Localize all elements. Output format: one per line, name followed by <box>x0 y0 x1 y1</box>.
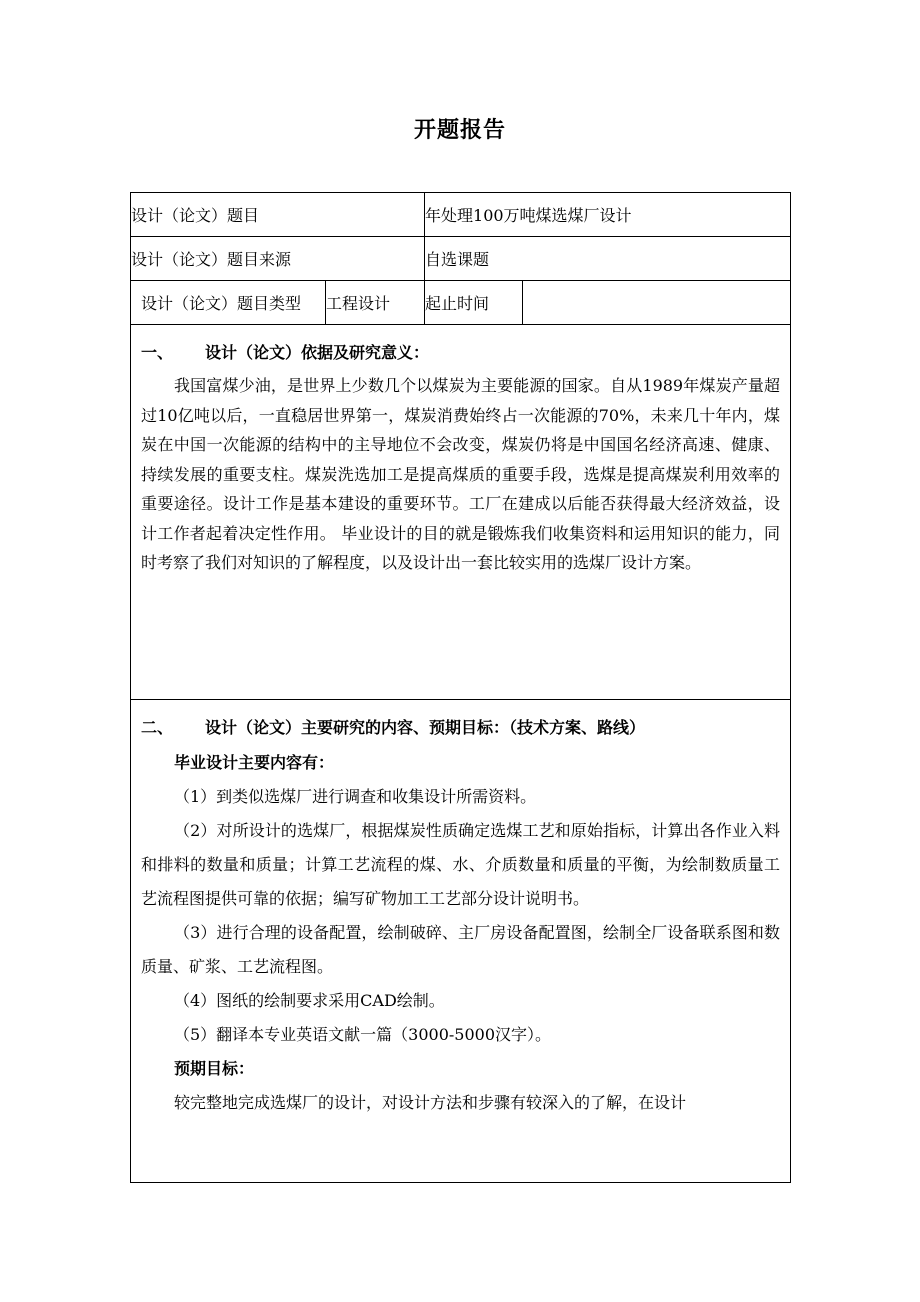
time-label: 起止时间 <box>425 281 523 325</box>
section1-body: 我国富煤少油，是世界上少数几个以煤炭为主要能源的国家。自从1989年煤炭产量超过10亿吨以后，一直稳居世界第一，煤炭消费始终占一次能源的70%，未来几十年内，煤炭在中国一次能源的结构中的主导地位不会改变，煤炭仍将是中国国名经济高速、健康、持续发展的重要支柱。煤炭洗选加工是提高煤质的重要手段，选煤是提高煤炭利用效率的重要途径。设计工作是基本建设的重要环节。工厂在建成以后能否获得最大经济效益，设计工作者起着决定性作用。 毕业设计的目的就是锻炼我们收集资料和运用知识的能力，同时考察了我们对知识的了解程度，以及设计出一套比较实用的选煤厂设计方案。 <box>141 376 781 572</box>
source-row <box>131 237 791 281</box>
section1-heading-text: 设计（论文）依据及研究意义： <box>205 343 430 362</box>
section1-heading <box>131 325 790 365</box>
section2-heading <box>131 700 790 740</box>
source-value: 自选课题 <box>425 237 791 281</box>
type-row <box>131 281 791 325</box>
section1-row <box>131 325 791 700</box>
type-value: 工程设计 <box>326 281 425 325</box>
section2-heading-text: 设计（论文）主要研究的内容、预期目标：（技术方案、路线） <box>205 718 646 737</box>
section1-number: 一、 <box>141 343 174 362</box>
topic-row <box>131 193 791 237</box>
section2-number: 二、 <box>141 718 174 737</box>
time-value <box>523 281 791 325</box>
section1-cell <box>131 325 791 700</box>
content-item-3: （3）进行合理的设备配置，绘制破碎、主厂房设备配置图，绘制全厂设备联系图和数质量、矿浆、工艺流程图。 <box>141 923 781 976</box>
content-item-2: （2）对所设计的选煤厂，根据煤炭性质确定选煤工艺和原始指标，计算出各作业入料和排料的数量和质量；计算工艺流程的煤、水、介质数量和质量的平衡，为绘制数质量工艺流程图提供可靠的依据；编写矿物加工工艺部分设计说明书。 <box>141 821 781 908</box>
goal-text: 较完整地完成选煤厂的设计，对设计方法和步骤有较深入的了解，在设计 <box>174 1093 687 1112</box>
source-label: 设计（论文）题目来源 <box>131 237 425 281</box>
content-item-1: （1）到类似选煤厂进行调查和收集设计所需资料。 <box>174 787 537 806</box>
page-title: 开题报告 <box>413 118 506 143</box>
topic-label: 设计（论文）题目 <box>131 193 425 237</box>
section2-cell <box>131 700 791 1183</box>
goal-title: 预期目标： <box>174 1059 255 1078</box>
type-label: 设计（论文）题目类型 <box>131 281 326 325</box>
topic-value: 年处理100万吨煤选煤厂设计 <box>425 193 791 237</box>
proposal-form-table <box>130 192 791 1183</box>
section2-row <box>131 700 791 1183</box>
content-item-4: （4）图纸的绘制要求采用CAD绘制。 <box>174 991 445 1010</box>
content-item-5: （5）翻译本专业英语文献一篇（3000-5000汉字）。 <box>174 1025 552 1044</box>
content-title: 毕业设计主要内容有： <box>174 753 335 772</box>
